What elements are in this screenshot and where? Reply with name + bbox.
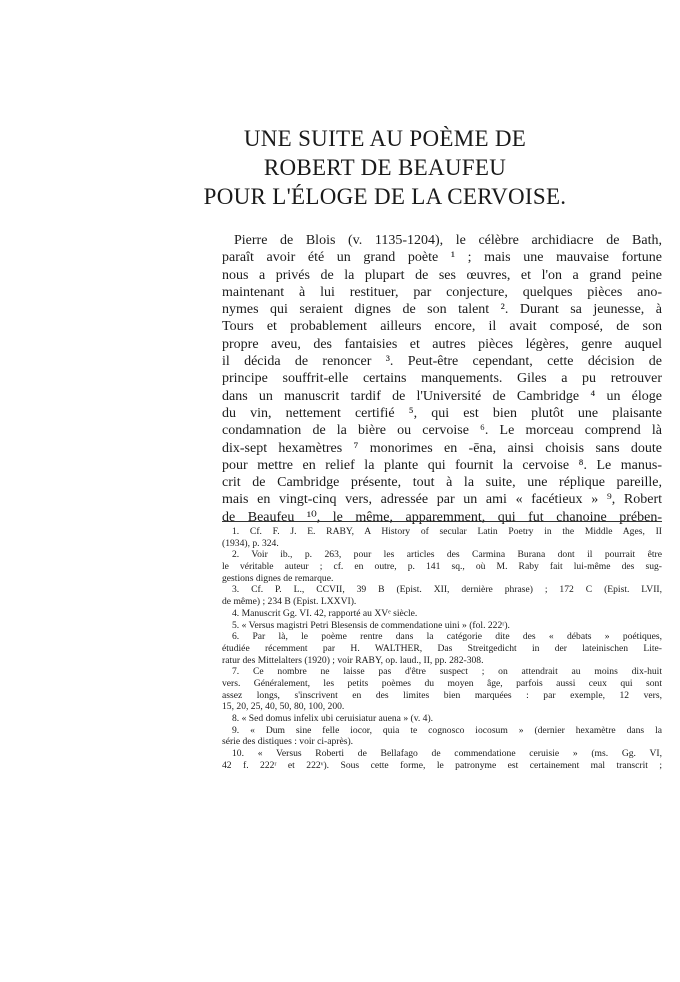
footnote-line: le véritable auteur ; cf. en outre, p. 141 sq., où M. Raby fait lui-même des sug- <box>222 561 662 573</box>
body-text <box>222 232 662 526</box>
title-line-2: ROBERT DE BEAUFEU <box>263 155 507 180</box>
footnote-line: série des distiques : voir ci-après). <box>222 736 354 748</box>
body-line: maintenant à lui restituer, par conjecture, quelques pièces ano- <box>222 284 662 300</box>
body-line: paraît avoir été un grand poète ¹ ; mais une mauvaise fortune <box>222 250 662 266</box>
footnote-line: 10. « Versus Roberti de Bellafago de commendatione ceruisie » (ms. Gg. VI, <box>232 748 662 760</box>
body-line: crit de Cambridge présente, tout à la suite, une réplique pareille, <box>222 475 662 491</box>
body-line: condamnation de la bière ou cervoise ⁶. Le morceau comprend là <box>222 423 662 439</box>
footnote-line: 4. Manuscrit Gg. VI. 42, rapporté au XVᵉ siècle. <box>232 607 418 619</box>
footnote-line: 5. « Versus magistri Petri Blesensis de commendatione uini » (fol. 222ʳ). <box>232 619 510 631</box>
footnote-line: 15, 20, 25, 40, 50, 80, 100, 200. <box>222 701 345 713</box>
footnote-separator <box>222 521 662 522</box>
footnote-line: 42 f. 222ʳ et 222ᵛ). Sous cette forme, le patronyme est certainement mal transcrit ; <box>222 759 662 771</box>
footnote-line: 8. « Sed domus infelix ubi ceruisiatur auena » (v. 4). <box>232 713 434 724</box>
body-line: il décida de renoncer ³. Peut-être cependant, cette décision de <box>222 354 662 370</box>
footnote-line: ratur des Mittelalters (1920) ; voir RABY, op. laud., II, pp. 282-308. <box>222 654 484 666</box>
footnotes <box>222 526 662 771</box>
title-line-1: UNE SUITE AU POÈME DE <box>243 126 527 151</box>
footnote-line: étudiée récemment par H. WALTHER, Das Streitgedicht in der lateinischen Lite- <box>222 642 662 654</box>
body-line: mais en vingt-cinq vers, adressée par un ami « facétieux » ⁹, Robert <box>222 492 662 508</box>
footnote-line: 6. Par là, le poème rentre dans la catégorie dite des « débats » poétiques, <box>232 631 662 643</box>
body-line: Pierre de Blois (v. 1135-1204), le célèbre archidiacre de Bath, <box>234 233 662 248</box>
article-title <box>200 124 570 211</box>
footnote-line: vers. Généralement, les petits poèmes du moyen âge, parfois aussi ceux qui sont <box>222 677 662 689</box>
body-line: pour mettre en relief la plante qui fournit la cervoise ⁸. Le manus- <box>222 457 662 473</box>
body-line: nous a privés de la plupart de ses œuvres, et l'on a grand peine <box>222 267 662 283</box>
body-line: de Beaufeu ¹⁰, le même, apparemment, qui fut chanoine prében- <box>222 509 662 525</box>
footnote-line: 9. « Dum sine felle iocor, quia te cognosco iocosum » (dernier hexamètre dans la <box>232 724 662 736</box>
body-line: nymes qui seraient dignes de son talent ². Durant sa jeunesse, à <box>222 302 662 318</box>
footnote-line: (1934), p. 324. <box>222 537 279 549</box>
footnote-line: 1. Cf. F. J. E. RABY, A History of secular Latin Poetry in the Middle Ages, II <box>232 526 662 537</box>
footnote-line: 3. Cf. P. L., CCVII, 39 B (Epist. XII, dernière phrase) ; 172 C (Epist. LVII, <box>232 584 662 596</box>
body-line: dix-sept hexamètres ⁷ monorimes en -ēna, ainsi choisis sans doute <box>222 440 662 456</box>
body-line: dans un manuscrit tardif de l'Université de Cambridge ⁴ un éloge <box>222 388 662 404</box>
footnote-line: assez longs, s'inscrivent en des limites bien marquées : par exemple, 12 vers, <box>222 689 662 701</box>
body-line: principe souffrit-elle certains manquements. Giles a pu retrouver <box>222 371 662 387</box>
footnote-line: de même) ; 234 B (Epist. LXXVI). <box>222 596 357 608</box>
footnote-line: gestions dignes de remarque. <box>222 572 334 584</box>
footnote-line: 2. Voir ib., p. 263, pour les articles des Carmina Burana dont il pourrait être <box>232 549 662 561</box>
body-line: du vin, nettement certifié ⁵, qui est bien plutôt une plaisante <box>222 405 662 421</box>
body-line: Tours et probablement ailleurs encore, il avait composé, de son <box>222 319 662 335</box>
title-line-3: POUR L'ÉLOGE DE LA CERVOISE. <box>203 184 567 209</box>
footnote-line: 7. Ce nombre ne laisse pas d'être suspect ; on attendrait au moins dix-huit <box>232 666 662 678</box>
body-line: propre aveu, des fantaisies et autres pièces légères, genre auquel <box>222 336 662 352</box>
